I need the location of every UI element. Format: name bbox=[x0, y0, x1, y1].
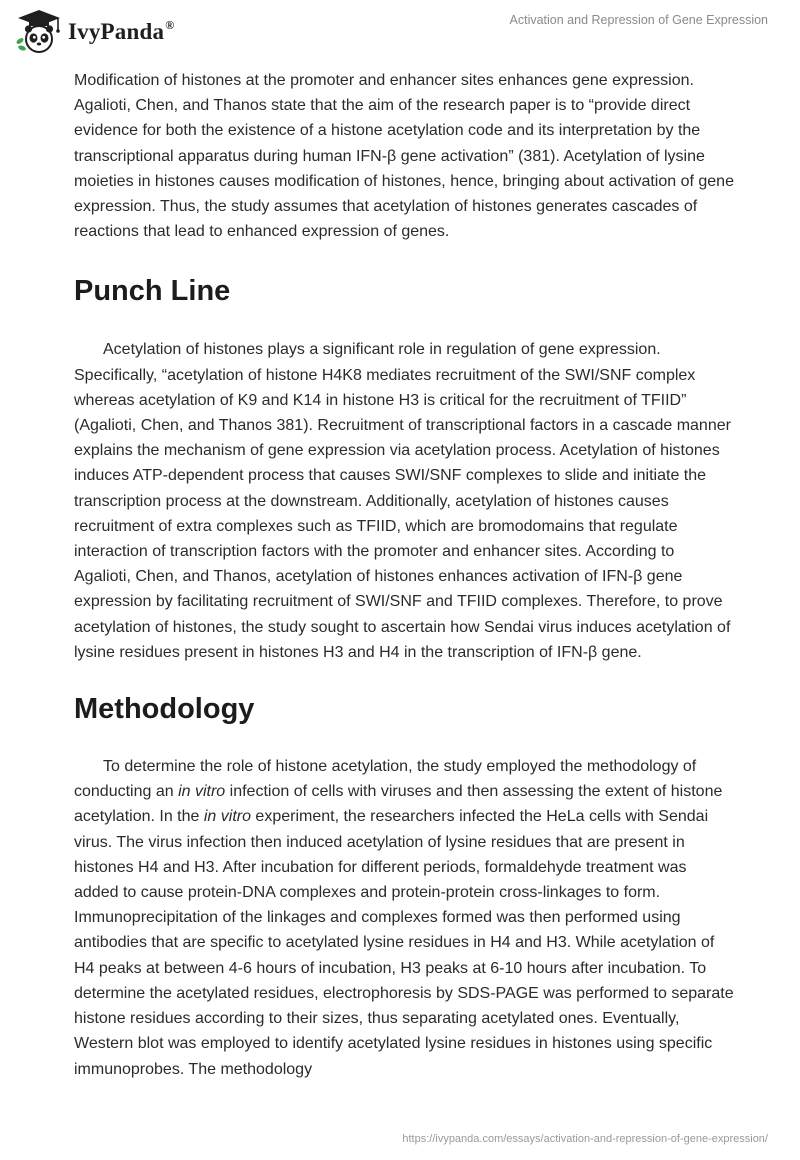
article-body bbox=[74, 68, 734, 1082]
panda-graduation-cap-icon bbox=[14, 8, 64, 54]
in-vitro-term: in vitro bbox=[178, 783, 226, 801]
intro-paragraph: Modification of histones at the promoter and enhancer sites enhances gene expression. Agalioti, Chen, and Thanos state that the aim of the research paper is to “provide direct evidence for both the existence of a histone acetylation code and its interpretation by the transcriptional apparatus during human IFN-β gene activation” (381). Acetylation of lysine moieties in histones causes modification of histones, hence, bringing about activation of gene expression. Thus, the study assumes that acetylation of histones generates cascades of reactions that lead to enhanced expression of genes. bbox=[74, 72, 734, 241]
heading-punch-line: Punch Line bbox=[74, 275, 231, 308]
in-vitro-term: in vitro bbox=[203, 808, 251, 826]
ivypanda-logo[interactable] bbox=[14, 8, 174, 54]
brand-name: IvyPanda® bbox=[68, 17, 175, 44]
heading-methodology: Methodology bbox=[74, 693, 255, 726]
methodology-paragraph: To determine the role of histone acetylation, the study employed the methodology of conducting an in vitro infection of cells with viruses and then assessing the extent of histone acetylation. In the in vitro experiment, the researchers infected the HeLa cells with Sendai virus. The virus infection then induced acetylation of lysine residues that are present in histones H4 and H3. After incubation for different periods, formaldehyde treatment was added to cause protein-DNA complexes and protein-protein cross-linkages to form. Immunoprecipitation of the linkages and complexes formed was then performed using antibodies that are specific to acetylated lysine residues in H4 and H3. While acetylation of H4 peaks at between 4-6 hours of incubation, H3 peaks at 6-10 hours after incubation. To determine the acetylated residues, electrophoresis by SDS-PAGE was performed to separate histone residues according to their sizes, thus separating acetylated ones. Eventually, Western blot was employed to identify acetylated lysine residues in histones using specific immunoprobes. The methodology bbox=[74, 758, 734, 1078]
punch-line-paragraph: Acetylation of histones plays a significant role in regulation of gene expression. Specifically, “acetylation of histone H4K8 mediates recruitment of the SWI/SNF complex whereas acetylation of K9 and K14 in histone H3 is critical for the recruitment of TFIID” (Agalioti, Chen, and Thanos 381). Recruitment of transcriptional factors in a cascade manner explains the mechanism of gene expression via acetylation process. Acetylation of histones induces ATP-dependent process that causes SWI/SNF complexes to slide and initiate the transcription process at the downstream. Additionally, acetylation of histones causes recruitment of extra complexes such as TFIID, which are bromodomains that regulate interaction of transcription factors with the promoter and enhancer sites. According to Agalioti, Chen, and Thanos, acetylation of histones enhances activation of IFN-β gene expression by facilitating recruitment of SWI/SNF and TFIID complexes. Therefore, to prove acetylation of histones, the study sought to ascertain how Sendai virus induces acetylation of lysine residues present in histones H3 and H4 in the transcription of IFN-β gene. bbox=[74, 341, 731, 661]
page-header bbox=[0, 0, 800, 60]
source-url[interactable]: https://ivypanda.com/essays/activation-and-repression-of-gene-expression/ bbox=[402, 1133, 768, 1145]
document-title: Activation and Repression of Gene Expression bbox=[509, 13, 768, 27]
